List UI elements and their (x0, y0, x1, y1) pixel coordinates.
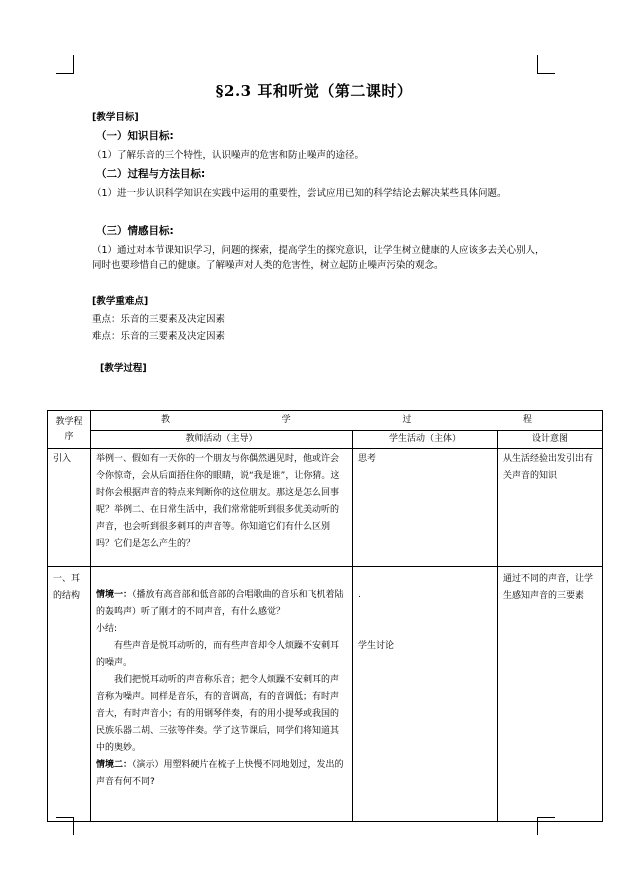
process-header: 教 学 过 程 (91, 411, 603, 431)
teacher-header: 教师活动（主导） (91, 431, 353, 449)
crop-mark (537, 73, 555, 74)
table-header-row (48, 411, 603, 431)
student-header: 学生活动（主体） (353, 431, 498, 449)
objectives-heading: [教学目标] (92, 112, 139, 123)
emotion-text: （1）通过对本节课知识学习，问题的探索，提高学生的探究意识，让学生树立健康的人应该多去关心别人，同时也要珍惜自己的健康。了解噪声对人类的危害性，树立起防止噪声污染的观念。 (92, 245, 545, 271)
page-title: §2.3 耳和听觉（第二课时） (215, 82, 413, 100)
student-cell: . 学生讨论 (353, 567, 498, 822)
lesson-table (47, 410, 603, 822)
difficult-point: 难点：乐音的三要素及决定因素 (92, 331, 226, 342)
knowledge-text: （1）了解乐音的三个特性，认识噪声的危害和防止噪声的途径。 (92, 150, 365, 161)
knowledge-heading: （一）知识目标: (96, 130, 174, 142)
teacher-cell: 情境一：（播放有高音部和低音部的合唱歌曲的音乐和飞机着陆的轰鸣声）听了刚才的不同声音，有什么感觉？ 小结: 有些声音是悦耳动听的，而有些声音却令人烦躁不安刺耳的噪声。 我们把悦耳动听的声音称乐音；把令人烦躁不安刺耳的声音称为噪声。同样是音乐，有的音调高，有的音调低；有时声音大，有时声音小；有的用钢琴伴奏，有的用小提琴或我国的民族乐器二胡、三弦等伴奏。学了这节课后，同学们将知道其中的奥妙。 情境二：（演示）用塑料硬片在梳子上快慢不同地划过，发出的声音有何不同? (91, 567, 353, 822)
crop-mark (537, 55, 538, 73)
emotion-heading: （三）情感目标: (96, 225, 174, 237)
teacher-cell: 举例一、假如有一天你的一个朋友与你偶然遇见时，他或许会令你惊奇，会从后面捂住你的眼睛，说“我是谁”，让你猜。这时你会根据声音的特点来判断你的这位朋友。那这是怎么回事呢？举例二、在日常生活中，我们常常能听到很多优美动听的声音，也会听到很多刺耳的声音等。你知道它们有什么区别吗？它们是怎么产生的？ (91, 449, 353, 567)
process-method-heading: （二）过程与方法目标: (96, 168, 206, 180)
table-row (48, 567, 603, 822)
crop-mark (56, 73, 74, 74)
design-header: 设计意图 (498, 431, 603, 449)
program-cell: 引入 (48, 449, 91, 567)
student-cell: 思考 (353, 449, 498, 567)
process-method-text: （1）进一步认识科学知识在实践中运用的重要性，尝试应用已知的科学结论去解决某些具体问题。 (92, 188, 507, 199)
design-cell: 从生活经验出发引出有关声音的知识 (498, 449, 603, 567)
table-row (48, 449, 603, 567)
table-subheader-row (48, 431, 603, 449)
design-cell: 通过不同的声音，让学生感知声音的三要素 (498, 567, 603, 822)
program-header: 教学程序 (48, 411, 91, 449)
crop-mark (73, 55, 74, 73)
process-heading: [教学过程] (100, 363, 147, 374)
key-point: 重点：乐音的三要素及决定因素 (92, 314, 226, 325)
keypoints-heading: [教学重难点] (92, 296, 149, 307)
program-cell: 一、耳的结构 (48, 567, 91, 822)
